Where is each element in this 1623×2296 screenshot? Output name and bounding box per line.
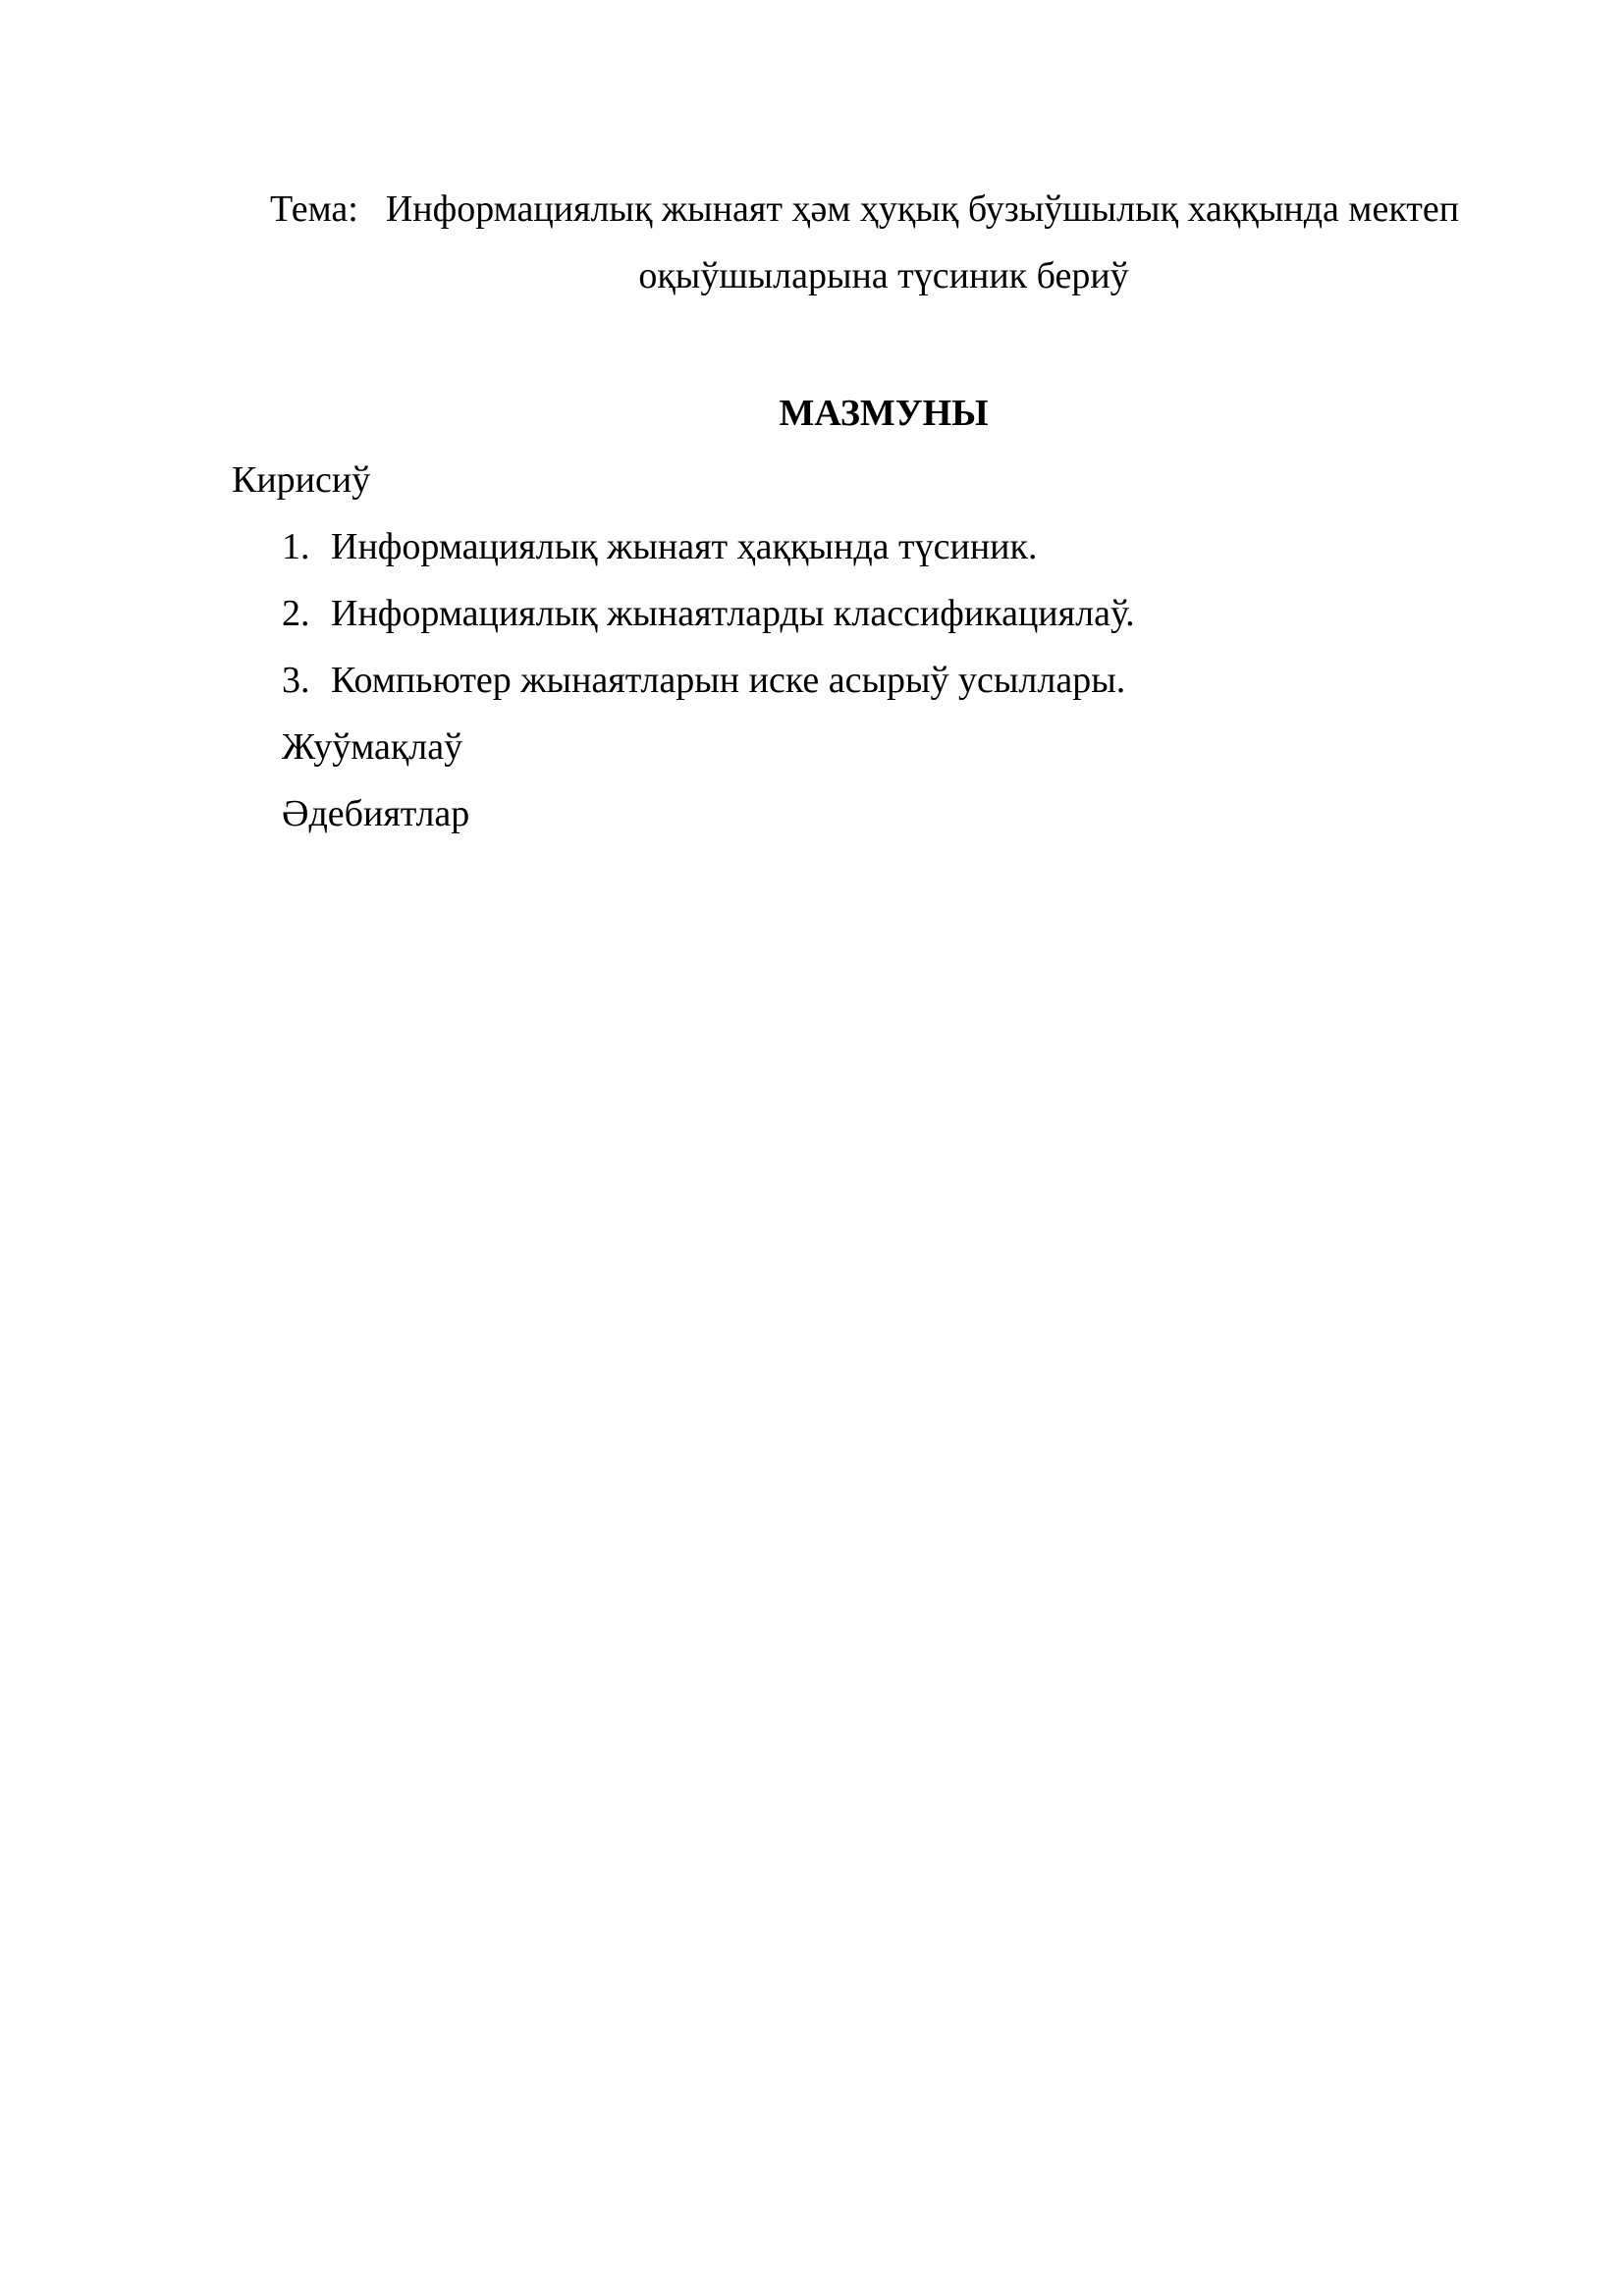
topic-line-1 — [270, 187, 1459, 232]
topic-label: Тема: — [270, 188, 358, 230]
toc-item-text: Информациялық жынаят ҳаққында түсиник. — [331, 526, 1038, 567]
toc-item-3 — [282, 658, 1125, 703]
topic-line-2: оқыўшыларына түсиник бериў — [638, 255, 1129, 296]
topic-text-1: Информациялық жынаят ҳәм ҳуқық бузыўшылық хаққында мектеп — [385, 188, 1460, 230]
toc-heading: МАЗМУНЫ — [779, 393, 989, 434]
toc-item-1 — [282, 524, 1037, 569]
toc-item-number: 3. — [282, 660, 310, 701]
toc-conclusion: Жуўмақлаў — [282, 726, 463, 768]
toc-item-number: 2. — [282, 593, 310, 634]
toc-item-2 — [282, 591, 1135, 636]
toc-intro: Кирисиў — [232, 459, 371, 501]
toc-item-text: Информациялық жынаятларды классификациялаў. — [331, 593, 1135, 634]
toc-item-number: 1. — [282, 526, 310, 567]
toc-literature: Әдебиятлар — [282, 793, 470, 834]
toc-item-text: Компьютер жынаятларын иске асырыў усыллары. — [331, 660, 1126, 701]
